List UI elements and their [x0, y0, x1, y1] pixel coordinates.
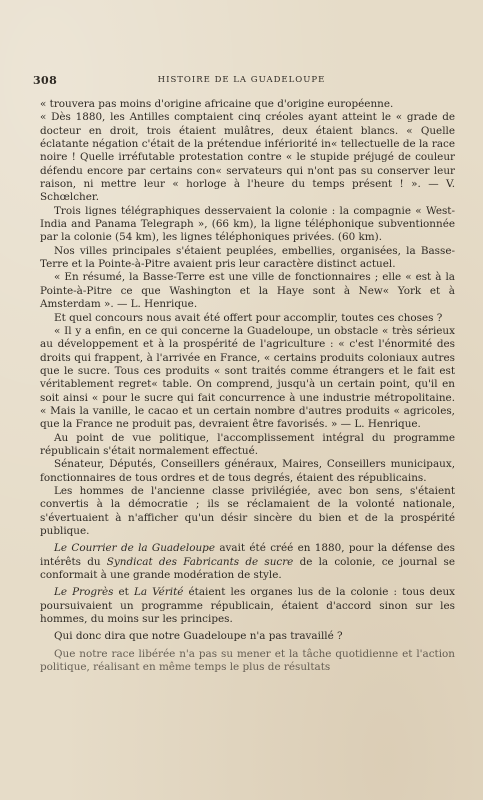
running-title: HISTOIRE DE LA GUADELOUPE [157, 75, 326, 85]
paragraph-question: Qui donc dira que notre Guadeloupe n'a pas travaillé ? [54, 630, 343, 643]
body-text [40, 98, 455, 674]
paragraph-henrique-obstacle: « Il y a enfin, en ce qui concerne la Guadeloupe, un obstacle « très sérieux au développement et à la prospérité de l'agriculture : « c'est l'énormité des droits qui frappent, à l'arrivée en France, « certains produits coloniaux autres que le sucre. Tous ces produits « sont traités comme étrangers et le fait est véritablement regret« table. On comprend, jusqu'à un certain point, qu'il en soit ainsi « pour le sucre qui fait concurrence à une industrie métropolitaine. « Mais la vanille, le cacao et un certain nombre d'autres produits « agricoles, que la France ne produit pas, devraient être favorisés. » — L. Henrique. [40, 324, 455, 431]
newspaper-title-courrier: Le Courrier de la Guadeloupe [54, 542, 215, 555]
paragraph-officials: Sénateur, Députés, Conseillers généraux, Maires, Conseillers municipaux, fonctionnaires de tous ordres et de tous degrés, étaient des républicains. [40, 458, 455, 484]
page-header [33, 74, 450, 88]
paragraph-politics: Au point de vue politique, l'accomplissement intégral du programme républicain s'était normalement effectué. [40, 431, 455, 457]
paragraph-courrier-text1: avait été créé en 1880, pour la défense des intérêts du [40, 542, 455, 568]
newspaper-title-verite: La Vérité [133, 586, 184, 599]
paragraph-courrier [40, 542, 455, 582]
paragraph-progres-text1: et [113, 586, 134, 599]
paragraph-telegraph: Trois lignes télégraphiques desservaient la colonie : la compagnie « West-India and Panama Telegraph », (66 km), la ligne téléphonique subventionnée par la colonie (54 km), les lignes téléphoniques privées. (60 km). [40, 204, 455, 244]
paragraph-progres-verite [40, 586, 455, 626]
paragraph-quote-continuation: « trouvera pas moins d'origine africaine que d'origine européenne. [40, 98, 394, 110]
paragraph-schoelcher-quote: « Dès 1880, les Antilles comptaient cinq créoles ayant atteint le « grade de docteur en droit, trois étaient mulâtres, deux étaient blancs. « Quelle éclatante négation c'était de la prétendue infériorité in« tellectuelle de la race noire ! Quelle irréfutable protestation contre « le stupide préjugé de couleur défendu encore par certains con« servateurs qui n'ont pas su conserver leur raison, ni mettre leur « horloge à l'heure du temps présent ! ». — V. Schœlcher. [40, 111, 455, 204]
paragraph-courrier-text2: de la colonie, ce journal se conformait à une grande modération de style. [40, 555, 455, 582]
paragraph-progres-text2: étaient les organes lus de la colonie : tous deux poursuivaient un programme républicain, étaient d'accord sinon sur les hommes, du moins sur les principes. [40, 586, 455, 626]
paragraph-privileged-class: Les hommes de l'ancienne classe privilégiée, avec bon sens, s'étaient convertis à la démocratie ; ils se réclamaient de la volonté nationale, s'évertuaient à n'afficher qu'un désir sincère du bien et de la prospérité publique. [40, 484, 455, 537]
syndicat-name: Syndicat des Fabricants de sucre [106, 555, 294, 568]
paragraph-henrique-summary: « En résumé, la Basse-Terre est une ville de fonctionnaires ; elle « est à la Pointe-à-Pitre ce que Washington et la Haye sont à New« York et à Amsterdam ». — L. Henrique. [40, 271, 455, 311]
paragraph-concours: Et quel concours nous avait été offert pour accomplir, toutes ces choses ? [54, 311, 443, 324]
newspaper-title-progres: Le Progrès [54, 586, 114, 599]
paragraph-final: Que notre race libérée n'a pas su mener et la tâche quotidienne et l'action politique, réalisant en même temps le plus de résultats [40, 647, 455, 674]
paragraph-cities: Nos villes principales s'étaient peuplées, embellies, organisées, la Basse-Terre et la Pointe-à-Pitre avaient pris leur caractère distinct actuel. [40, 244, 455, 271]
page-number: 308 [33, 74, 58, 87]
